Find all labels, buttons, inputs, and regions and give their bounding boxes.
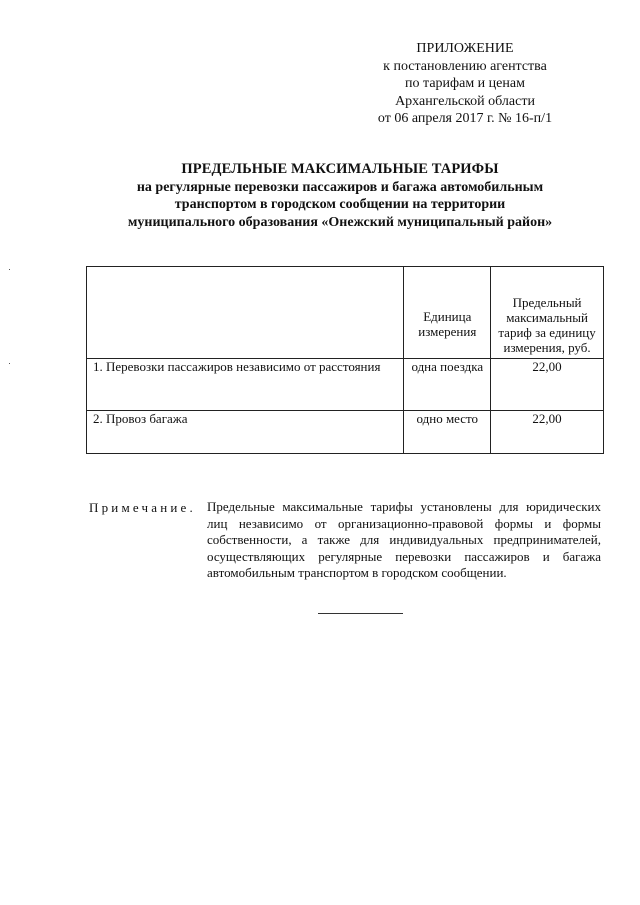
unit-cell: одно место	[404, 411, 491, 454]
scan-speck	[9, 269, 10, 270]
subtitle-line: муниципального образования «Онежский муниципальный район»	[127, 214, 553, 230]
price-cell: 22,00	[491, 359, 604, 411]
table-header-row	[87, 267, 604, 359]
unit-cell: одна поездка	[404, 359, 491, 411]
appendix-line: Архангельской области	[395, 93, 535, 109]
header-price-cell: Предельный максимальный тариф за единицу измерения, руб.	[491, 267, 604, 359]
table-row	[87, 411, 604, 454]
note-label: Примечание.	[89, 500, 196, 515]
scan-speck	[9, 363, 10, 364]
subtitle-line: транспортом в городском сообщении на территории	[174, 197, 506, 212]
appendix-line: к постановлению агентства	[383, 58, 547, 74]
document-title	[60, 161, 620, 231]
table-row	[87, 359, 604, 411]
appendix-title: ПРИЛОЖЕНИЕ	[416, 41, 514, 56]
header-name-cell	[87, 267, 404, 359]
header-unit-label: Единица измерения	[418, 309, 477, 339]
appendix-header	[340, 40, 590, 128]
page-title: ПРЕДЕЛЬНЫЕ МАКСИМАЛЬНЫЕ ТАРИФЫ	[181, 161, 499, 177]
appendix-date-line: от 06 апреля 2017 г. № 16-п/1	[377, 111, 553, 126]
price-cell: 22,00	[491, 411, 604, 454]
closing-divider	[318, 613, 403, 614]
appendix-line: по тарифам и ценам	[405, 76, 525, 91]
subtitle-line: на регулярные перевозки пассажиров и багажа автомобильным	[136, 179, 544, 195]
header-unit-cell	[404, 267, 491, 359]
tariffs-table	[86, 266, 604, 454]
service-name-cell: 1. Перевозки пассажиров независимо от расстояния	[87, 359, 404, 411]
note-text: Предельные максимальные тарифы установлены для юридических лиц независимо от организационно-правовой формы и формы собственности, а также для индивидуальных предпринимателей, осуществляющих регулярные перевозки пассажиров и багажа автомобильным транспортом в городском сообщении.	[207, 499, 601, 580]
service-name-cell: 2. Провоз багажа	[87, 411, 404, 454]
